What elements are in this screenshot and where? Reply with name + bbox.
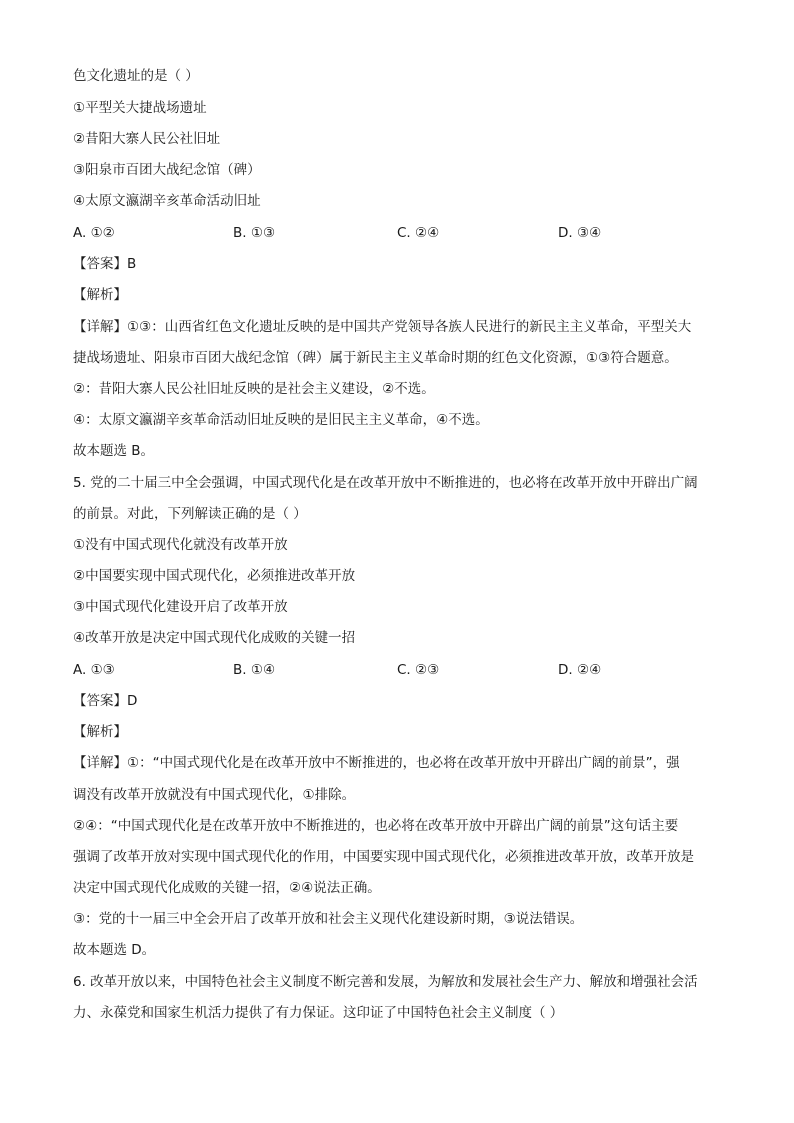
q5-detail-line: 强调了改革开放对实现中国式现代化的作用，中国要实现中国式现代化，必须推进改革开放，改革开放是 [73, 849, 694, 865]
q5-options [73, 661, 733, 679]
q5-analysis-label: 【解析】 [73, 724, 127, 740]
q5-stem-line: 的前景。对此，下列解读正确的是（ ） [73, 506, 307, 522]
q4-option-a: A. ①② [73, 225, 115, 241]
q5-item-1: ①没有中国式现代化就没有改革开放 [73, 537, 288, 553]
q4-item-2: ②昔阳大寨人民公社旧址 [73, 131, 221, 147]
q4-item-4: ④太原文瀛湖辛亥革命活动旧址 [73, 193, 261, 209]
q5-item-4: ④改革开放是决定中国式现代化成败的关键一招 [73, 630, 356, 646]
q5-detail-line: ③：党的十一届三中全会开启了改革开放和社会主义现代化建设新时期，③说法错误。 [73, 911, 584, 927]
q5-item-2: ②中国要实现中国式现代化，必须推进改革开放 [73, 568, 356, 584]
q5-option-a: A. ①③ [73, 662, 115, 678]
q4-analysis-label: 【解析】 [73, 287, 127, 303]
q5-detail-line: 调没有改革开放就没有中国式现代化，①排除。 [73, 787, 356, 803]
q4-detail-line: ②：昔阳大寨人民公社旧址反映的是社会主义建设，②不选。 [73, 381, 435, 397]
q4-conclusion: 故本题选 B。 [73, 443, 155, 459]
q5-option-c: C. ②③ [397, 662, 440, 678]
q4-detail-line: 【详解】①③：山西省红色文化遗址反映的是中国共产党领导各族人民进行的新民主主义革命，平型关大 [73, 319, 692, 335]
q5-stem-line: 5. 党的二十届三中全会强调，中国式现代化是在改革开放中不断推进的，也必将在改革开放中开辟出广阔 [73, 475, 698, 491]
q4-item-3: ③阳泉市百团大战纪念馆（碑） [73, 162, 261, 178]
q4-detail-line: 捷战场遗址、阳泉市百团大战纪念馆（碑）属于新民主主义革命时期的红色文化资源，①③符合题意。 [73, 350, 678, 366]
q4-stem-continuation: 色文化遗址的是（ ） [73, 68, 199, 84]
q5-option-d: D. ②④ [558, 662, 602, 678]
q4-option-c: C. ②④ [397, 225, 440, 241]
q4-detail-line: ④：太原文瀛湖辛亥革命活动旧址反映的是旧民主主义革命，④不选。 [73, 412, 489, 428]
q4-options [73, 224, 733, 242]
q5-detail-line: 决定中国式现代化成败的关键一招，②④说法正确。 [73, 880, 381, 896]
q6-stem-line: 6. 改革开放以来，中国特色社会主义制度不断完善和发展，为解放和发展社会生产力、解放和增强社会活 [73, 974, 698, 990]
q6-stem-line: 力、永葆党和国家生机活力提供了有力保证。这印证了中国特色社会主义制度（ ） [73, 1005, 564, 1021]
q5-conclusion: 故本题选 D。 [73, 942, 156, 958]
q4-option-b: B. ①③ [233, 225, 276, 241]
q4-option-d: D. ③④ [558, 225, 602, 241]
q5-detail-line: 【详解】①：“中国式现代化是在改革开放中不断推进的，也必将在改革开放中开辟出广阔的前景”，强 [73, 755, 680, 771]
q5-option-b: B. ①④ [233, 662, 276, 678]
q5-item-3: ③中国式现代化建设开启了改革开放 [73, 599, 288, 615]
q4-item-1: ①平型关大捷战场遗址 [73, 100, 207, 116]
q5-detail-line: ②④：“中国式现代化是在改革开放中不断推进的，也必将在改革开放中开辟出广阔的前景”这句话主要 [73, 818, 679, 834]
q5-answer: 【答案】D [73, 693, 138, 709]
q4-answer: 【答案】B [73, 256, 137, 272]
